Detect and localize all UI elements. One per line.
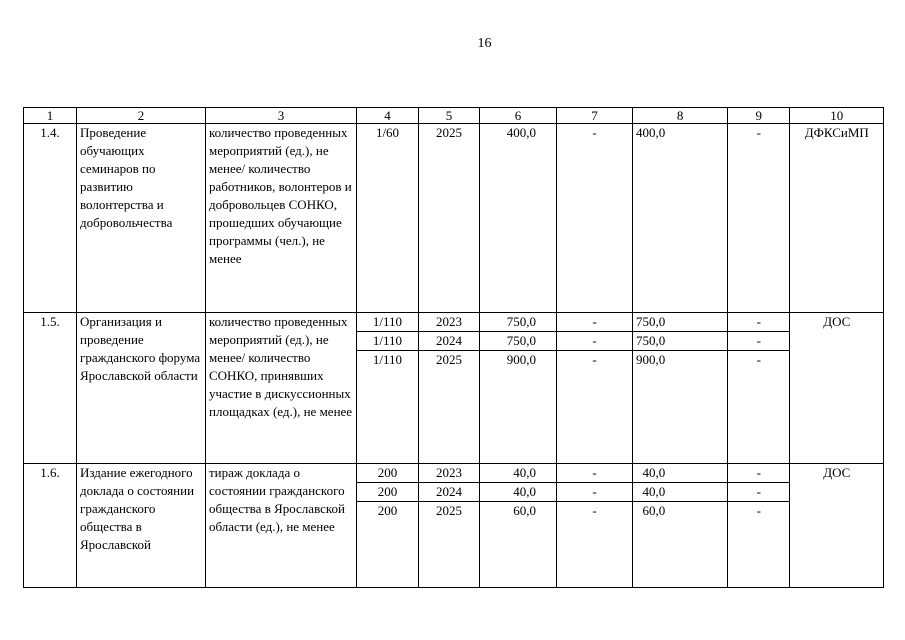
amount-total: 400,0	[480, 124, 557, 313]
table-row	[24, 124, 884, 313]
header-cell: 6	[480, 108, 557, 124]
amount-col7: -	[557, 124, 633, 313]
header-cell: 2	[77, 108, 206, 124]
amounts-col9: - - -	[728, 313, 790, 464]
row-number: 1.4.	[24, 124, 77, 313]
header-cell: 3	[206, 108, 357, 124]
amounts-col7: - - -	[557, 313, 633, 464]
years: 2023 2024 2025	[419, 313, 480, 464]
activity-name: Проведение обучающих семинаров по развитию волонтерства и добровольчества	[77, 124, 206, 313]
executor: ДОС	[790, 313, 884, 464]
column-number-header-row	[24, 108, 884, 124]
table-row	[24, 464, 884, 588]
activity-name: Организация и проведение гражданского форума Ярославской области	[77, 313, 206, 464]
table-row	[24, 313, 884, 464]
amounts-total: 750,0 750,0 900,0	[480, 313, 557, 464]
header-cell: 7	[557, 108, 633, 124]
header-cell: 4	[357, 108, 419, 124]
header-cell: 10	[790, 108, 884, 124]
indicator-text: количество проведенных мероприятий (ед.), не менее/ количество работников, волонтеров и добровольцев СОНКО, прошедших обучающие программы (чел.), не менее	[206, 124, 357, 313]
amounts-col8: 750,0 750,0 900,0	[633, 313, 728, 464]
amounts-total: 40,0 40,0 60,0	[480, 464, 557, 588]
header-cell: 8	[633, 108, 728, 124]
year: 2025	[419, 124, 480, 313]
executor: ДОС	[790, 464, 884, 588]
row-number: 1.5.	[24, 313, 77, 464]
indicator-value: 1/60	[357, 124, 419, 313]
indicator-values: 200 200 200	[357, 464, 419, 588]
indicator-text: количество проведенных мероприятий (ед.), не менее/ количество СОНКО, принявших участие в дискуссионных площадках (ед.), не менее	[206, 313, 357, 464]
header-cell: 1	[24, 108, 77, 124]
indicator-text: тираж доклада о состоянии гражданского общества в Ярославской области (ед.), не менее	[206, 464, 357, 588]
page-number: 16	[477, 36, 492, 51]
header-cell: 9	[728, 108, 790, 124]
activity-name: Издание ежегодного доклада о состоянии гражданского общества в Ярославской	[77, 464, 206, 588]
row-number: 1.6.	[24, 464, 77, 588]
executor: ДФКСиМП	[790, 124, 884, 313]
amounts-col8: 40,0 40,0 60,0	[633, 464, 728, 588]
program-table	[23, 107, 884, 588]
header-cell: 5	[419, 108, 480, 124]
amount-col9: -	[728, 124, 790, 313]
indicator-values: 1/110 1/110 1/110	[357, 313, 419, 464]
years: 2023 2024 2025	[419, 464, 480, 588]
amount-col8: 400,0	[633, 124, 728, 313]
amounts-col7: - - -	[557, 464, 633, 588]
amounts-col9: - - -	[728, 464, 790, 588]
